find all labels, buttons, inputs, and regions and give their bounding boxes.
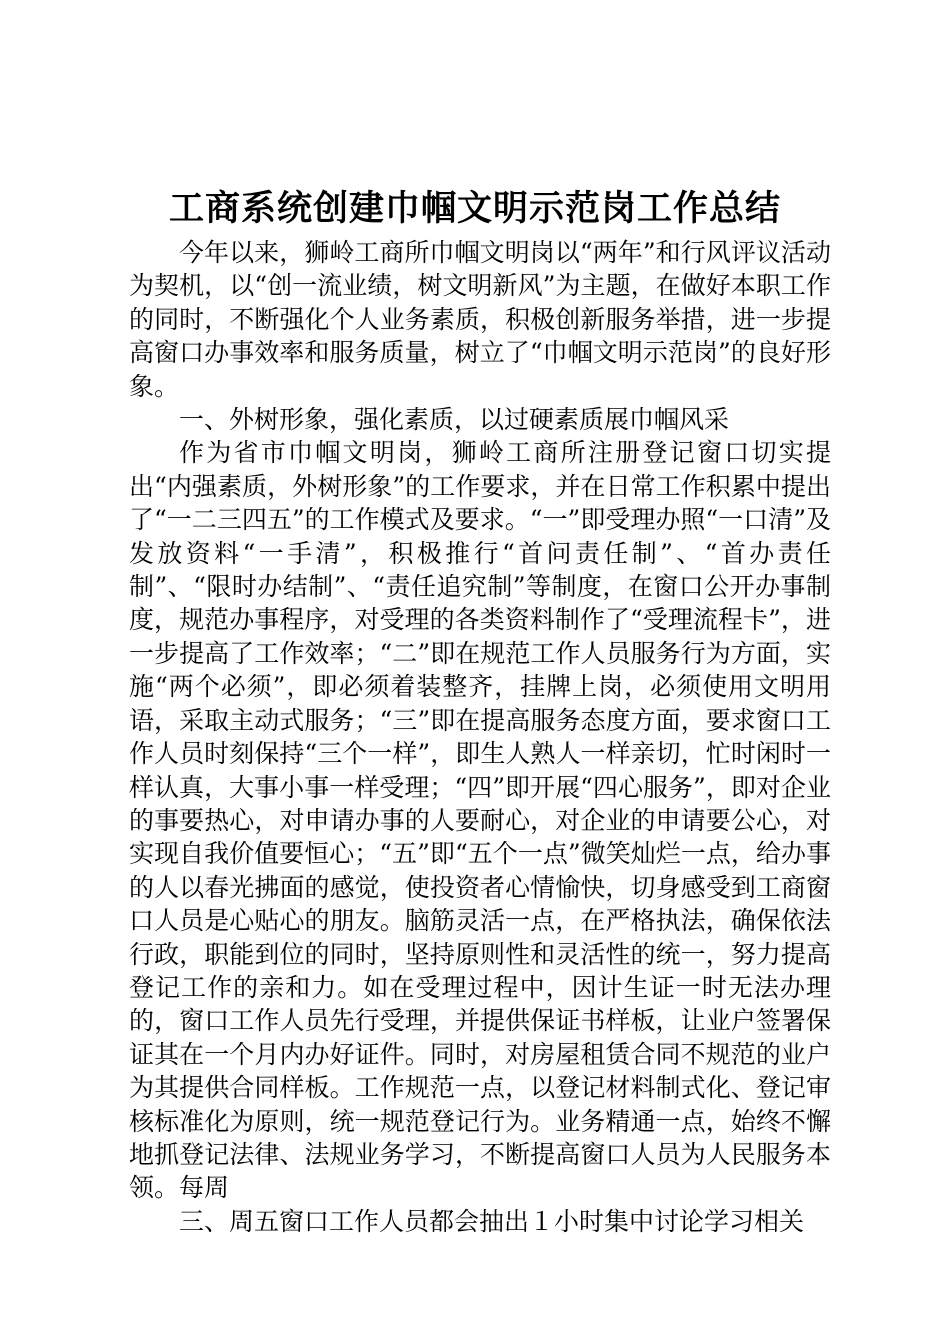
body-paragraph: 作为省市巾帼文明岗，狮岭工商所注册登记窗口切实提出“内强素质，外树形象”的工作要求，并在日常工作积累中提出了“一二三四五”的工作模式及要求。“一”即受理办照“一口清”及发放资料“一手清”，积极推行“首问责任制”、“首办责任制”、“限时办结制”、“责任追究制”等制度，在窗口公开办事制度，规范办事程序，对受理的各类资料制作了“受理流程卡”，进一步提高了工作效率；“二”即在规范工作人员服务行为方面，实施“两个必须”，即必须着装整齐，挂牌上岗，必须使用文明用语，采取主动式服务；“三”即在提高服务态度方面，要求窗口工作人员时刻保持“三个一样”，即生人熟人一样亲切，忙时闲时一样认真，大事小事一样受理；“四”即开展“四心服务”，即对企业的事要热心，对申请办事的人要耐心，对企业的申请要公心，对实现自我价值要恒心；“五”即“五个一点”微笑灿烂一点，给办事的人以春光拂面的感觉，使投资者心情愉快，切身感受到工商窗口人员是心贴心的朋友。脑筋灵活一点，在严格执法，确保依法行政，职能到位的同时，坚持原则性和灵活性的统一，努力提高登记工作的亲和力。如在受理过程中，因计生证一时无法办理的，窗口工作人员先行受理，并提供保证书样板，让业户签署保证其在一个月内办好证件。同时，对房屋租赁合同不规范的业户为其提供合同样板。工作规范一点，以登记材料制式化、登记审核标准化为原则，统一规范登记行为。业务精通一点，始终不懈地抓登记法律、法规业务学习，不断提高窗口人员为人民服务本领。每周	[129, 438, 831, 1203]
section-heading: 一、外树形象，强化素质，以过硬素质展巾帼风采	[179, 405, 730, 435]
document-body	[129, 236, 831, 1238]
document-title: 工商系统创建巾帼文明示范岗工作总结	[168, 188, 781, 229]
intro-paragraph: 今年以来，狮岭工商所巾帼文明岗以“两年”和行风评议活动为契机，以“创一流业绩，树文明新风”为主题，在做好本职工作的同时，不断强化个人业务素质，积极创新服务举措，进一步提高窗口办事效率和服务质量，树立了“巾帼文明示范岗”的良好形象。	[129, 238, 831, 401]
body-paragraph: 三、周五窗口工作人员都会抽出１小时集中讨论学习相关	[179, 1206, 805, 1236]
